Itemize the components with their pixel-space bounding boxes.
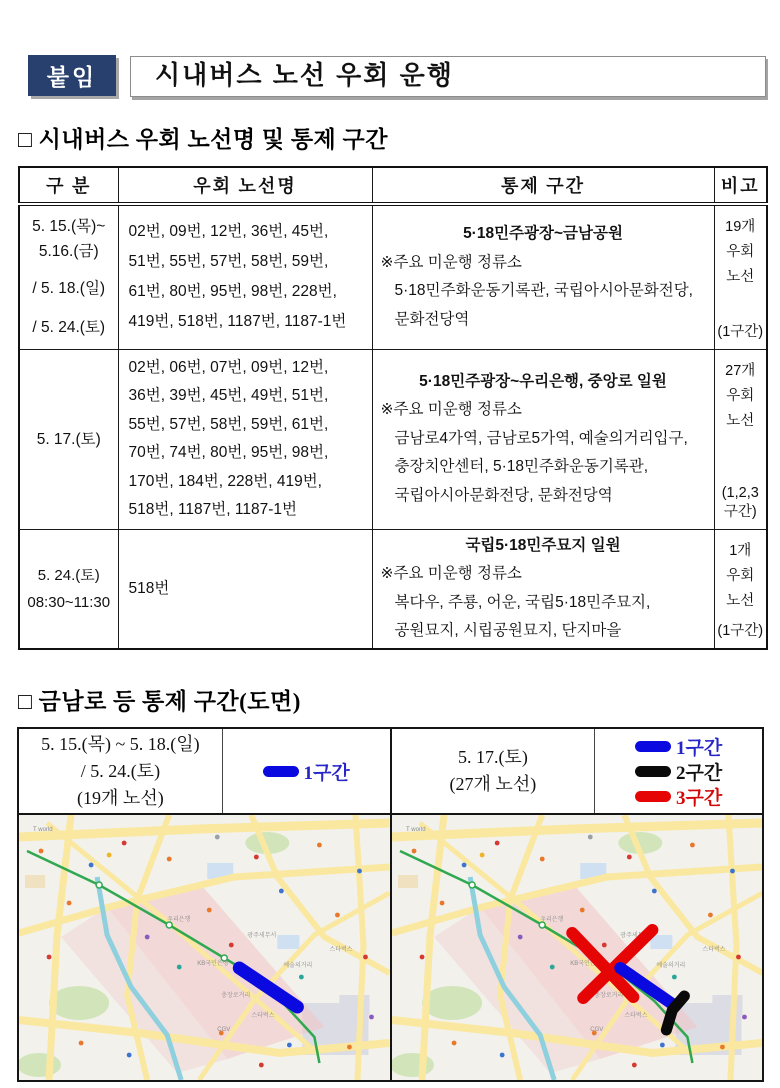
text-line: (19개 노선) xyxy=(77,787,164,808)
text-line: (1,2,3 xyxy=(721,484,759,501)
text-line: 5. 15.(목) ~ 5. 18.(일) xyxy=(41,733,200,754)
control-stop-line: 5·18민주화운동기록관, 국립아시아문화전당, xyxy=(394,282,693,300)
svg-text:T world: T world xyxy=(405,827,426,833)
legend-label: 1구간 xyxy=(676,737,723,759)
text-line: 02번, 09번, 12번, 36번, 45번, xyxy=(128,223,329,241)
text-line: / 5. 18.(일) xyxy=(32,280,106,298)
text-line: 170번, 184번, 228번, 419번, xyxy=(128,472,322,490)
text-line: (27개 노선) xyxy=(449,774,537,794)
routes-cell xyxy=(118,529,372,649)
control-stop-line: 복다우, 주룡, 어운, 국립5·18민주묘지, xyxy=(394,593,651,611)
control-cell xyxy=(372,349,714,529)
remark-top xyxy=(716,359,766,434)
text-line: 36번, 39번, 45번, 49번, 51번, xyxy=(128,387,329,404)
text-line: (1구간) xyxy=(717,323,764,340)
svg-text:충장로거리: 충장로거리 xyxy=(593,993,623,999)
remark-bottom xyxy=(715,323,767,342)
svg-text:스타벅스: 스타벅스 xyxy=(623,1013,648,1019)
routes-cell xyxy=(118,349,372,529)
text-line: 19개 xyxy=(725,219,756,235)
svg-text:스타벅스: 스타벅스 xyxy=(329,947,353,953)
detour-route-table xyxy=(18,166,768,650)
period-cell xyxy=(19,529,118,649)
svg-text:CGV: CGV xyxy=(217,1027,231,1033)
legend-label: 3구간 xyxy=(676,787,723,809)
control-stop-line: 충장치안센터, 5·18민주화운동기록관, xyxy=(394,458,649,476)
svg-text:KB국민은행: KB국민은행 xyxy=(569,961,601,967)
legend-label: 2구간 xyxy=(676,762,723,784)
text-line: 구간) xyxy=(723,503,757,520)
control-title: 5·18민주광장~우리은행, 중앙로 일원 xyxy=(419,372,667,390)
text-line: 55번, 57번, 58번, 59번, 61번, xyxy=(128,415,329,433)
text-line: / 5. 24.(토) xyxy=(80,760,161,781)
svg-text:스타벅스: 스타벅스 xyxy=(701,947,726,953)
attachment-badge: 붙임 xyxy=(28,55,116,96)
text-line: 419번, 518번, 1187번, 1187-1번 xyxy=(128,313,347,331)
remark-cell xyxy=(714,529,767,649)
control-stop-line: 국립아시아문화전당, 문화전당역 xyxy=(394,486,613,504)
text-line: 노선 xyxy=(726,269,755,285)
map-panel-left xyxy=(19,729,390,1080)
legend-line-swatch xyxy=(635,766,671,777)
text-line: 5. 17.(토) xyxy=(457,747,528,767)
control-title: 국립5·18민주묘지 일원 xyxy=(465,536,621,554)
legend-row xyxy=(635,759,722,784)
text-line: 1개 xyxy=(729,542,752,559)
remark-top xyxy=(716,215,766,290)
svg-text:우리은행: 우리은행 xyxy=(539,917,563,923)
text-line: 노선 xyxy=(726,412,755,429)
section2-heading: □ 금남로 등 통제 구간(도면) xyxy=(18,689,301,714)
page-title: 시내버스 노선 우회 운행 xyxy=(130,56,766,97)
panel-legend xyxy=(595,729,762,813)
remark-bottom xyxy=(715,484,767,522)
text-line: 27개 xyxy=(725,362,756,379)
map-left xyxy=(19,815,390,1080)
text-line: 우회 xyxy=(726,244,755,260)
map-right-svg xyxy=(392,815,763,1080)
svg-text:광주세무서: 광주세무서 xyxy=(619,933,649,939)
table-row xyxy=(19,349,767,529)
text-line: 우회 xyxy=(726,567,755,584)
legend-line-swatch xyxy=(635,791,671,802)
text-line: 61번, 80번, 95번, 98번, 228번, xyxy=(128,283,337,301)
text-line: 08:30~11:30 xyxy=(27,593,111,611)
control-stop-line: 공원묘지, 시립공원묘지, 단지마을 xyxy=(394,622,622,640)
svg-text:KB국민은행: KB국민은행 xyxy=(197,961,229,967)
map-panel-header xyxy=(392,729,763,815)
svg-text:CGV: CGV xyxy=(589,1027,603,1033)
text-line: 우회 xyxy=(726,387,755,404)
text-line: (1구간) xyxy=(717,623,764,639)
svg-text:충장로거리: 충장로거리 xyxy=(221,993,251,999)
text-line: 518번 xyxy=(128,579,170,597)
control-cell xyxy=(372,529,714,649)
svg-text:T world: T world xyxy=(33,827,53,833)
period-cell xyxy=(19,349,118,529)
routes-cell xyxy=(118,204,372,349)
text-line: 51번, 55번, 57번, 58번, 59번, xyxy=(128,253,329,271)
legend-row xyxy=(635,784,722,809)
control-section-maps xyxy=(17,727,764,1082)
svg-text:광주세무서: 광주세무서 xyxy=(247,933,277,939)
svg-text:예술의거리: 예술의거리 xyxy=(655,963,685,969)
panel-legend xyxy=(223,729,390,813)
text-line: / 5. 24.(토) xyxy=(32,319,106,337)
table-row xyxy=(19,204,767,349)
remark-cell xyxy=(714,204,767,349)
col-header-category: 구 분 xyxy=(19,167,118,204)
svg-text:우리은행: 우리은행 xyxy=(167,917,191,923)
panel-date xyxy=(392,729,596,813)
legend-label: 1구간 xyxy=(303,762,350,784)
control-title: 5·18민주광장~금남공원 xyxy=(463,225,623,243)
control-note: ※주요 미운행 정류소 xyxy=(380,565,522,583)
panel-date xyxy=(19,729,223,813)
table-header-row xyxy=(19,167,767,204)
map-panel-right xyxy=(390,729,763,1080)
remark-cell xyxy=(714,349,767,529)
section1-heading: □ 시내버스 우회 노선명 및 통제 구간 xyxy=(18,127,388,152)
control-stop-line: 문화전당역 xyxy=(394,310,470,328)
text-line: 5.16.(금) xyxy=(38,243,99,261)
col-header-routes: 우회 노선명 xyxy=(118,167,372,204)
map-panel-header xyxy=(19,729,390,815)
text-line: 5. 24.(토) xyxy=(37,566,100,584)
text-line: 70번, 74번, 80번, 95번, 98번, xyxy=(128,444,329,461)
svg-text:예술의거리: 예술의거리 xyxy=(283,963,313,969)
col-header-remark: 비고 xyxy=(714,167,767,204)
map-right xyxy=(392,815,763,1080)
legend-row xyxy=(263,759,350,784)
control-note: ※주요 미운행 정류소 xyxy=(380,253,522,271)
map-left-svg xyxy=(19,815,390,1080)
legend-row xyxy=(635,734,722,759)
legend-line-swatch xyxy=(635,741,671,752)
legend-line-swatch xyxy=(263,766,299,777)
text-line: 노선 xyxy=(726,592,755,609)
text-line: 02번, 06번, 07번, 09번, 12번, xyxy=(128,358,329,376)
col-header-control: 통제 구간 xyxy=(372,167,714,204)
control-stop-line: 금남로4가역, 금남로5가역, 예술의거리입구, xyxy=(394,429,688,447)
remark-top xyxy=(716,539,766,614)
remark-bottom xyxy=(715,622,767,641)
control-note: ※주요 미운행 정류소 xyxy=(380,401,522,419)
text-line: 5. 17.(토) xyxy=(36,430,101,448)
svg-text:스타벅스: 스타벅스 xyxy=(251,1013,275,1019)
text-line: 5. 15.(목)~ xyxy=(32,218,106,236)
text-line: 518번, 1187번, 1187-1번 xyxy=(128,501,297,518)
period-cell xyxy=(19,204,118,349)
table-row xyxy=(19,529,767,649)
control-cell xyxy=(372,204,714,349)
